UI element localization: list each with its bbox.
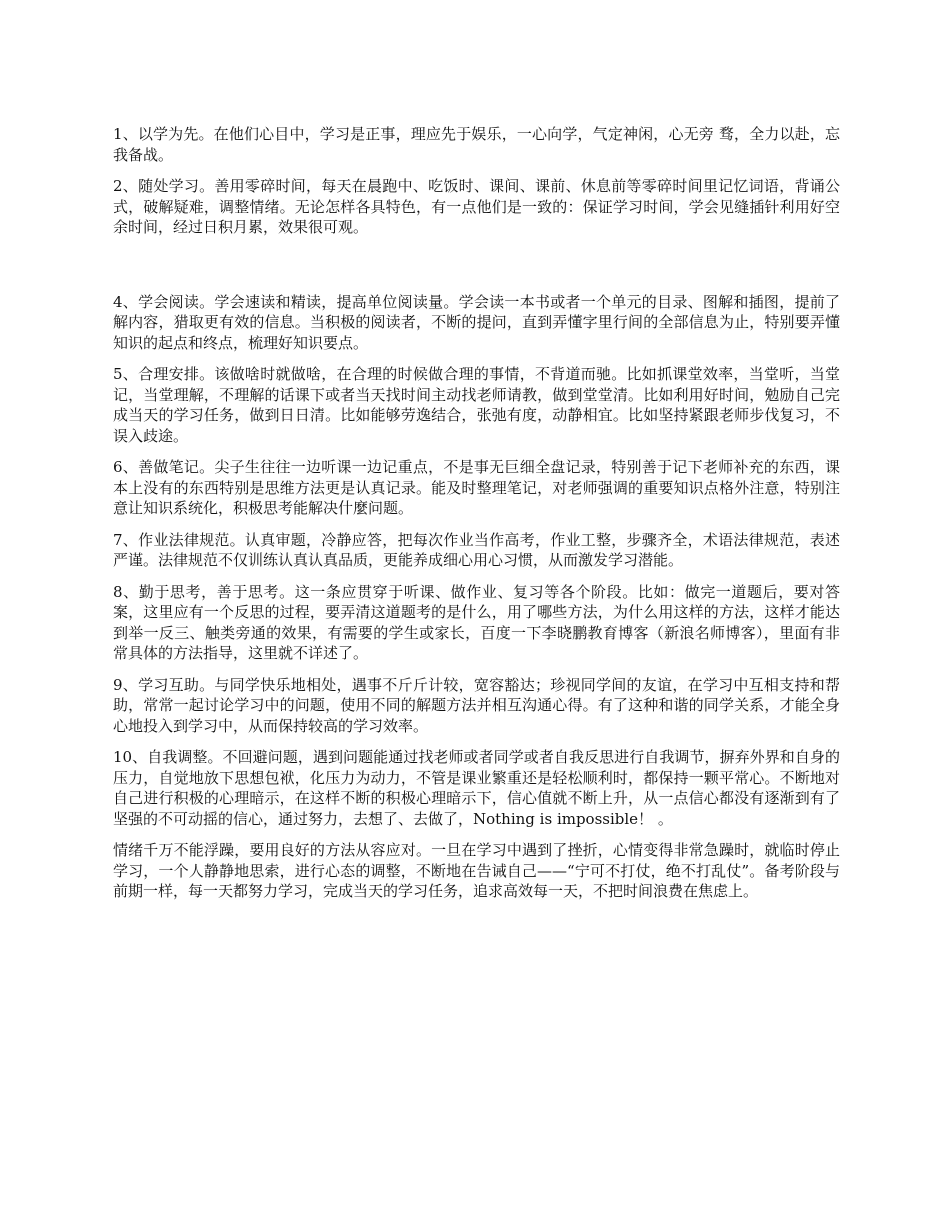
paragraph-2: 2、随处学习。善用零碎时间，每天在晨跑中、吃饭时、课间、课前、休息前等零碎时间里记忆词语，背诵公式，破解疑难，调整情绪。无论怎样各具特色，有一点他们是一致的：保证学习时间，学会见缝插针利用好空余时间，经过日积月累，效果很可观。: [113, 177, 840, 236]
paragraph-5: 5、合理安排。该做啥时就做啥，在合理的时候做合理的事情，不背道而驰。比如抓课堂效率，当堂听，当堂记，当堂理解，不理解的话课下或者当天找时间主动找老师请教，做到堂堂清。比如利用好时间，勉励自己完成当天的学习任务，做到日日清。比如能够劳逸结合，张弛有度，动静相宜。比如坚持紧跟老师步伐复习，不误入歧途。: [113, 365, 840, 445]
paragraph-4: 4、学会阅读。学会速读和精读，提高单位阅读量。学会读一本书或者一个单元的目录、图解和插图，提前了解内容，猎取更有效的信息。当积极的阅读者，不断的提问，直到弄懂字里行间的全部信息为止，特别要弄懂知识的起点和终点，梳理好知识要点。: [113, 292, 840, 352]
paragraph-10: 10、自我调整。不回避问题，遇到问题能通过找老师或者同学或者自我反思进行自我调节，摒弃外界和自身的压力，自觉地放下思想包袱，化压力为动力，不管是课业繁重还是轻松顺利时，都保持一颗平常心。不断地对自己进行积极的心理暗示，在这样不断的积极心理暗示下，信心值就不断上升，从一点信心都没有逐渐到有了坚强的不可动摇的信心，通过努力，去想了、去做了，Nothing is impossible！ 。: [113, 748, 840, 828]
document-body: [113, 124, 840, 913]
paragraph-8: 8、勤于思考，善于思考。这一条应贯穿于听课、做作业、复习等各个阶段。比如：做完一道题后，要对答案，这里应有一个反思的过程，要弄清这道题考的是什么，用了哪些方法，为什么用这样的方法，这样才能达到举一反三、触类旁通的效果，有需要的学生或家长，百度一下李晓鹏教育博客（新浪名师博客），里面有非常具体的方法指导，这里就不详述了。: [113, 582, 840, 662]
paragraph-7: 7、作业法律规范。认真审题，冷静应答，把每次作业当作高考，作业工整，步骤齐全，术语法律规范，表述严谨。法律规范不仅训练认真认真品质，更能养成细心用心习惯，从而激发学习潜能。: [113, 530, 840, 569]
paragraph-9: 9、学习互助。与同学快乐地相处，遇事不斤斤计较，宽容豁达；珍视同学间的友谊，在学习中互相支持和帮助，常常一起讨论学习中的问题，使用不同的解题方法并相互沟通心得。有了这种和谐的同学关系，才能全身心地投入到学习中，从而保持较高的学习效率。: [113, 675, 840, 735]
paragraph-1: 1、以学为先。在他们心目中，学习是正事，理应先于娱乐，一心向学，气定神闲，心无旁 骛，全力以赴，忘我备战。: [113, 125, 840, 164]
paragraph-closing: 情绪千万不能浮躁，要用良好的方法从容应对。一旦在学习中遇到了挫折，心情变得非常急躁时，就临时停止学习，一个人静静地思索，进行心态的调整，不断地在告诫自己——“宁可不打仗，绝不打乱仗”。备考阶段与前期一样，每一天都努力学习，完成当天的学习任务，追求高效每一天，不把时间浪费在焦虑上。: [113, 841, 840, 900]
blank-gap: [113, 249, 840, 292]
paragraph-6: 6、善做笔记。尖子生往往一边听课一边记重点，不是事无巨细全盘记录，特别善于记下老师补充的东西，课本上没有的东西特别是思维方法更是认真记录。能及时整理笔记，对老师强调的重要知识点格外注意，特别注意让知识系统化，积极思考能解决什麼问题。: [113, 458, 840, 517]
